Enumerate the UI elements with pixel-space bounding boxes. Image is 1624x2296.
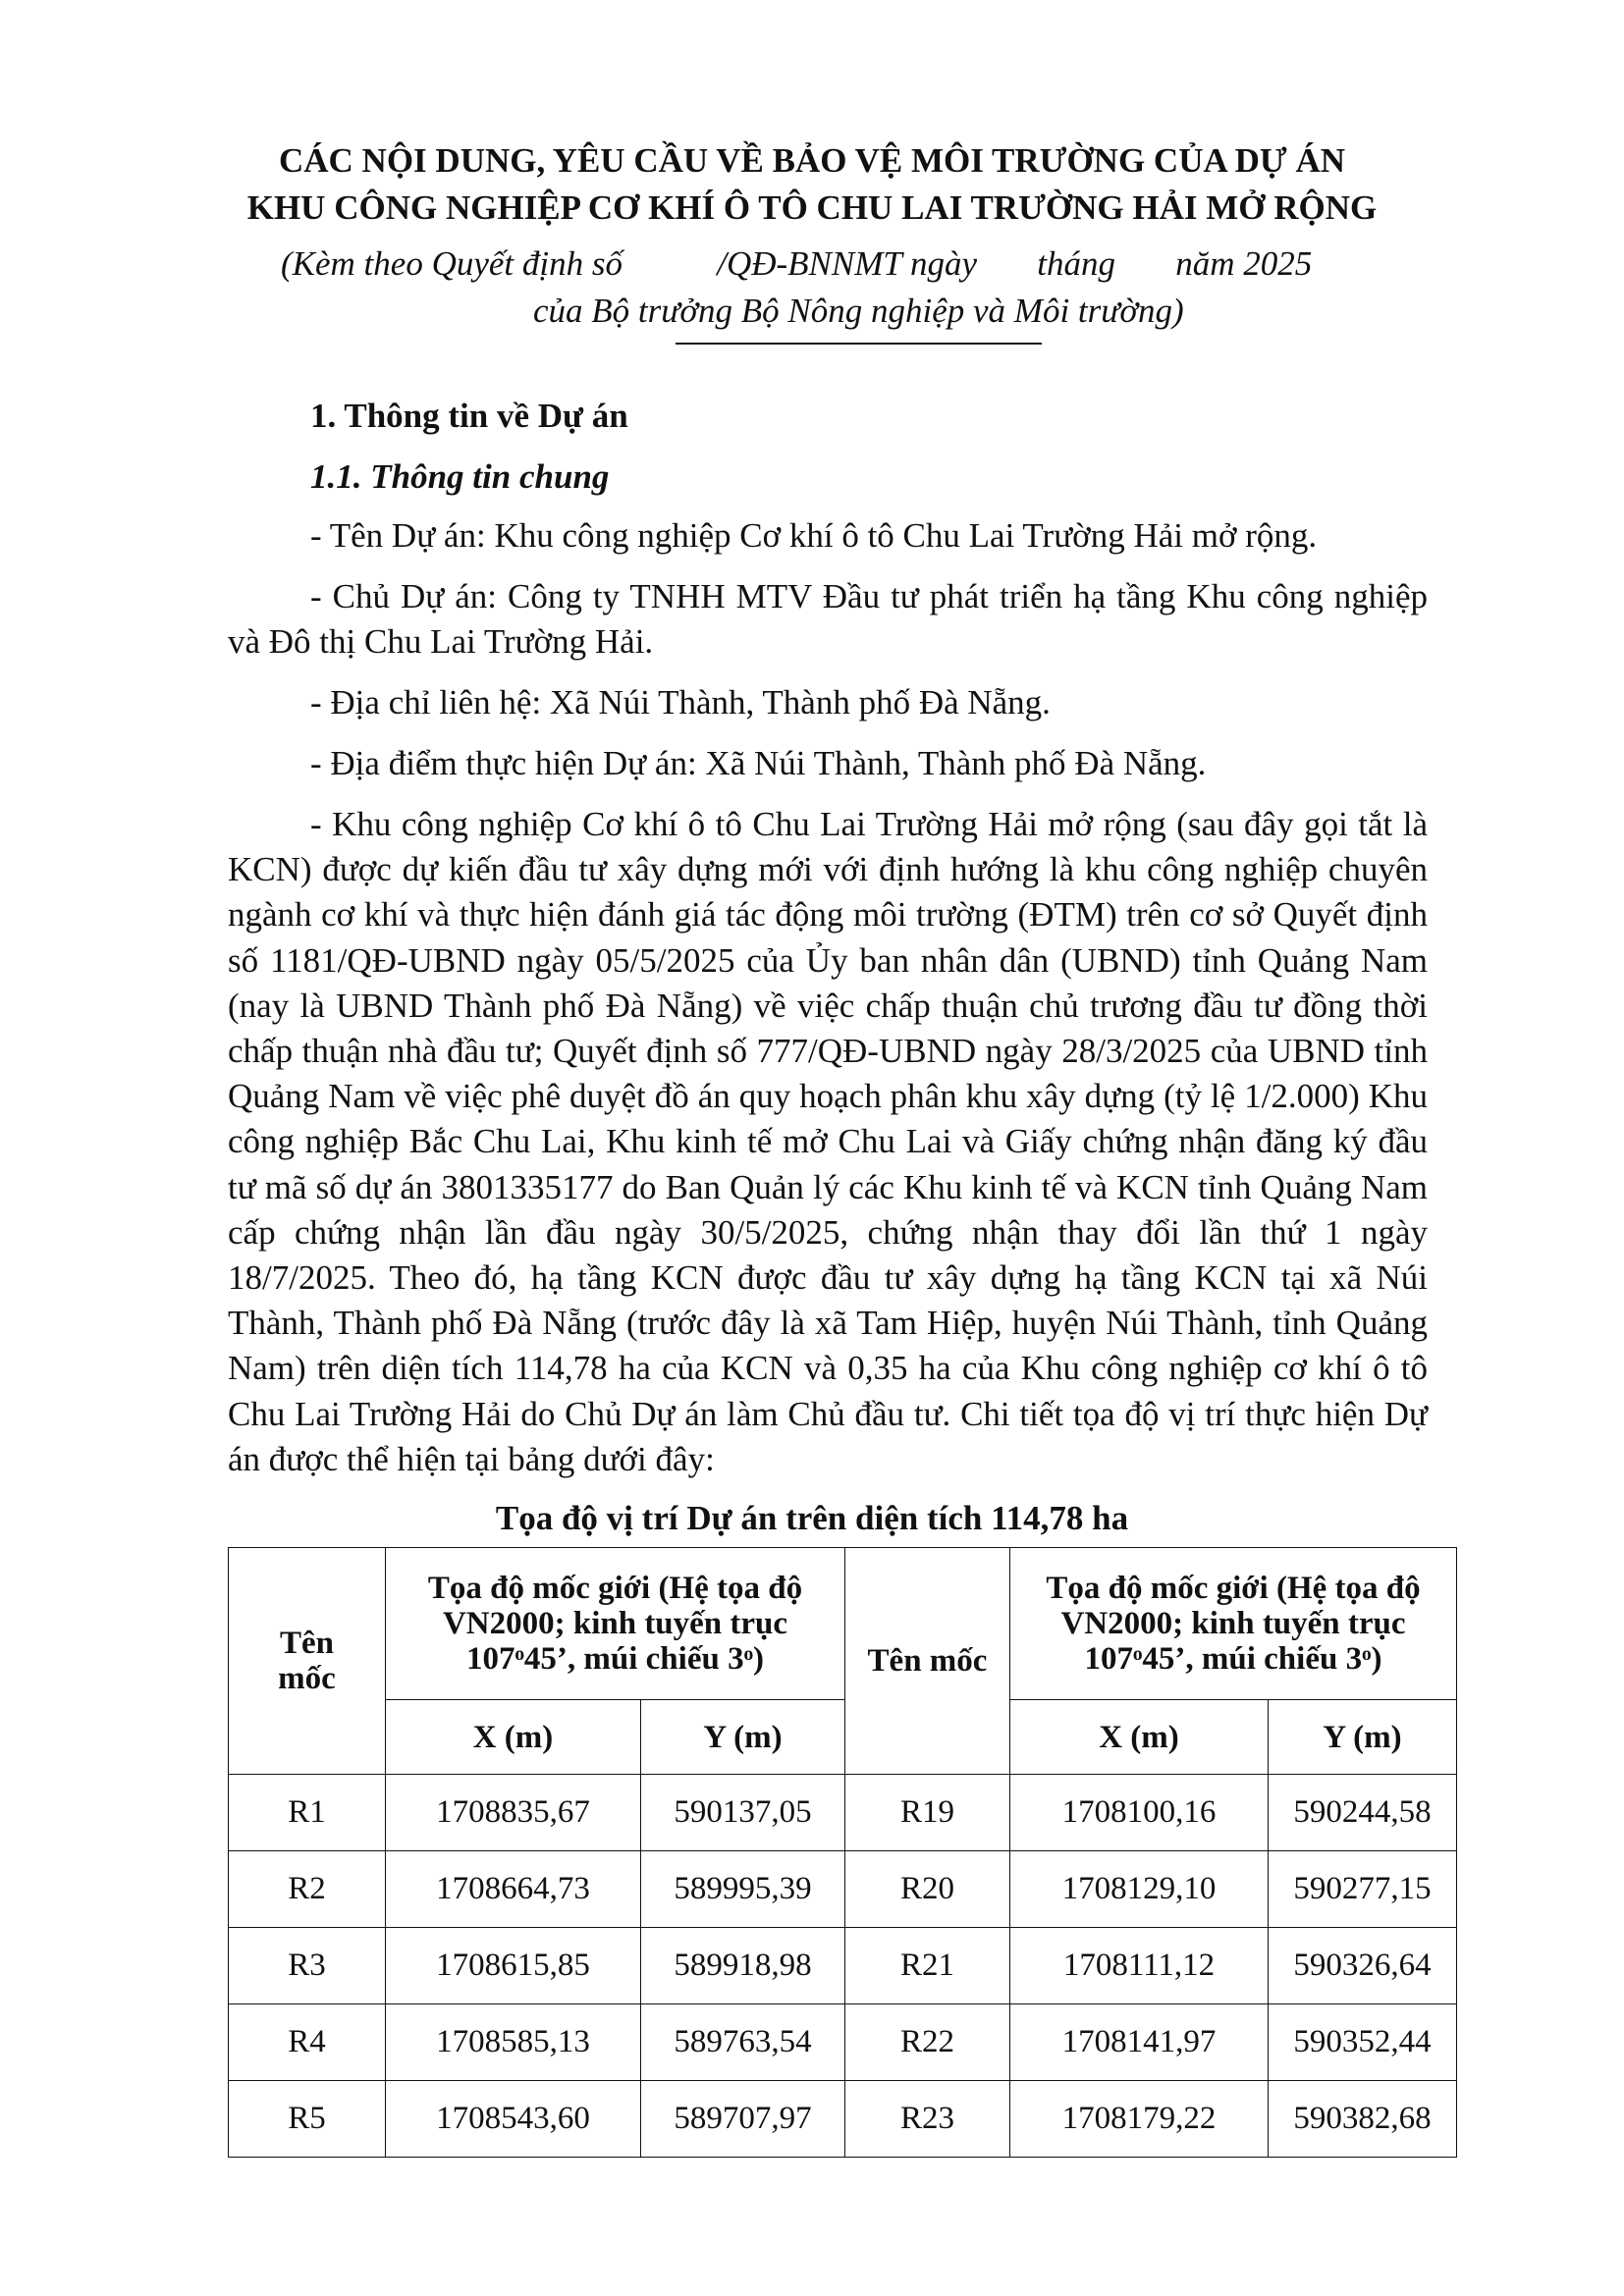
y-coordinate-cell: 589763,54 — [641, 2004, 845, 2081]
table-row — [229, 2081, 1457, 2158]
y-coordinate-cell: 590352,44 — [1269, 2004, 1457, 2081]
marker-name-cell: R4 — [229, 2004, 386, 2081]
table-row — [229, 2004, 1457, 2081]
subsection-heading: 1.1. Thông tin chung — [310, 457, 610, 496]
table-subheader-row — [229, 1700, 1457, 1775]
x-coordinate-cell: 1708179,22 — [1010, 2081, 1269, 2158]
marker-name-cell: R20 — [845, 1851, 1010, 1928]
y-coordinate-cell: 590382,68 — [1269, 2081, 1457, 2158]
y-coordinate-cell: 589707,97 — [641, 2081, 845, 2158]
y-coordinate-cell: 589995,39 — [641, 1851, 845, 1928]
title-underline — [676, 343, 1042, 345]
y-coordinate-cell: 590244,58 — [1269, 1775, 1457, 1851]
document-title-line-1: CÁC NỘI DUNG, YÊU CẦU VỀ BẢO VỆ MÔI TRƯỜNG CỦA DỰ ÁN — [278, 141, 1346, 180]
marker-name-cell: R23 — [845, 2081, 1010, 2158]
marker-name-cell: R1 — [229, 1775, 386, 1851]
coordinates-table — [228, 1547, 1457, 2158]
y-coordinate-cell: 590137,05 — [641, 1775, 845, 1851]
x-coordinate-cell: 1708615,85 — [386, 1928, 641, 2004]
marker-name-cell: R22 — [845, 2004, 1010, 2081]
x-coordinate-cell: 1708664,73 — [386, 1851, 641, 1928]
x-coordinate-cell: 1708129,10 — [1010, 1851, 1269, 1928]
table-row — [229, 1775, 1457, 1851]
project-location-paragraph: - Địa điểm thực hiện Dự án: Xã Núi Thành, Thành phố Đà Nẵng. — [310, 744, 1207, 782]
y-column-header: Y (m) — [1269, 1700, 1457, 1775]
marker-name-cell: R2 — [229, 1851, 386, 1928]
marker-name-cell: R19 — [845, 1775, 1010, 1851]
x-coordinate-cell: 1708585,13 — [386, 2004, 641, 2081]
contact-address-paragraph: - Địa chỉ liên hệ: Xã Núi Thành, Thành phố Đà Nẵng. — [310, 683, 1051, 721]
marker-name-cell: R21 — [845, 1928, 1010, 2004]
marker-name-header: Tên mốc — [845, 1548, 1010, 1775]
marker-name-header: Tên mốc — [229, 1548, 386, 1775]
x-coordinate-cell: 1708111,12 — [1010, 1928, 1269, 2004]
y-column-header: Y (m) — [641, 1700, 845, 1775]
table-row — [229, 1928, 1457, 2004]
marker-name-cell: R5 — [229, 2081, 386, 2158]
x-coordinate-cell: 1708100,16 — [1010, 1775, 1269, 1851]
section-heading: 1. Thông tin về Dự án — [310, 397, 628, 435]
coordinate-system-header: Tọa độ mốc giới (Hệ tọa độ VN2000; kinh tuyến trục 107ᵒ45’, múi chiếu 3ᵒ) — [386, 1548, 845, 1700]
project-name-paragraph: - Tên Dự án: Khu công nghiệp Cơ khí ô tô Chu Lai Trường Hải mở rộng. — [310, 516, 1318, 555]
table-caption: Tọa độ vị trí Dự án trên diện tích 114,78 ha — [495, 1499, 1129, 1537]
project-description-paragraph: - Khu công nghiệp Cơ khí ô tô Chu Lai Trường Hải mở rộng (sau đây gọi tắt là KCN) được dự kiến đầu tư xây dựng mới với định hướng là khu công nghiệp chuyên ngành cơ khí và thực hiện đánh giá tác động môi trường (ĐTM) trên cơ sở Quyết định số 1181/QĐ-UBND ngày 05/5/2025 của Ủy ban nhân dân (UBND) tỉnh Quảng Nam (nay là UBND Thành phố Đà Nẵng) về việc chấp thuận chủ trương đầu tư đồng thời chấp thuận nhà đầu tư; Quyết định số 777/QĐ-UBND ngày 28/3/2025 của UBND tỉnh Quảng Nam về việc phê duyệt đồ án quy hoạch phân khu xây dựng (tỷ lệ 1/2.000) Khu công nghiệp Bắc Chu Lai, Khu kinh tế mở Chu Lai và Giấy chứng nhận đăng ký đầu tư mã số dự án 3801335177 do Ban Quản lý các Khu kinh tế và KCN tỉnh Quảng Nam cấp chứng nhận lần đầu ngày 30/5/2025, chứng nhận thay đổi lần thứ 1 ngày 18/7/2025. Theo đó, hạ tầng KCN được đầu tư xây dựng hạ tầng KCN tại xã Núi Thành, Thành phố Đà Nẵng (trước đây là xã Tam Hiệp, huyện Núi Thành, tỉnh Quảng Nam) trên diện tích 114,78 ha của KCN và 0,35 ha của Khu công nghiệp cơ khí ô tô Chu Lai Trường Hải do Chủ Dự án làm Chủ đầu tư. Chi tiết tọa độ vị trí thực hiện Dự án được thể hiện tại bảng dưới đây: — [228, 805, 1428, 1478]
y-coordinate-cell: 589918,98 — [641, 1928, 845, 2004]
x-coordinate-cell: 1708835,67 — [386, 1775, 641, 1851]
decision-reference-line-2: của Bộ trưởng Bộ Nông nghiệp và Môi trường) — [533, 292, 1184, 330]
x-coordinate-cell: 1708543,60 — [386, 2081, 641, 2158]
y-coordinate-cell: 590326,64 — [1269, 1928, 1457, 2004]
table-row — [229, 1851, 1457, 1928]
decision-reference-line-1: (Kèm theo Quyết định số /QĐ-BNNMT ngày tháng năm 2025 — [281, 244, 1313, 283]
x-column-header: X (m) — [386, 1700, 641, 1775]
y-coordinate-cell: 590277,15 — [1269, 1851, 1457, 1928]
table-header-row — [229, 1548, 1457, 1700]
x-column-header: X (m) — [1010, 1700, 1269, 1775]
document-title-line-2: KHU CÔNG NGHIỆP CƠ KHÍ Ô TÔ CHU LAI TRƯỜNG HẢI MỞ RỘNG — [246, 188, 1378, 227]
marker-name-cell: R3 — [229, 1928, 386, 2004]
x-coordinate-cell: 1708141,97 — [1010, 2004, 1269, 2081]
coordinate-system-header: Tọa độ mốc giới (Hệ tọa độ VN2000; kinh tuyến trục 107ᵒ45’, múi chiếu 3ᵒ) — [1010, 1548, 1457, 1700]
project-owner-paragraph: - Chủ Dự án: Công ty TNHH MTV Đầu tư phát triển hạ tầng Khu công nghiệp và Đô thị Chu Lai Trường Hải. — [228, 577, 1428, 662]
